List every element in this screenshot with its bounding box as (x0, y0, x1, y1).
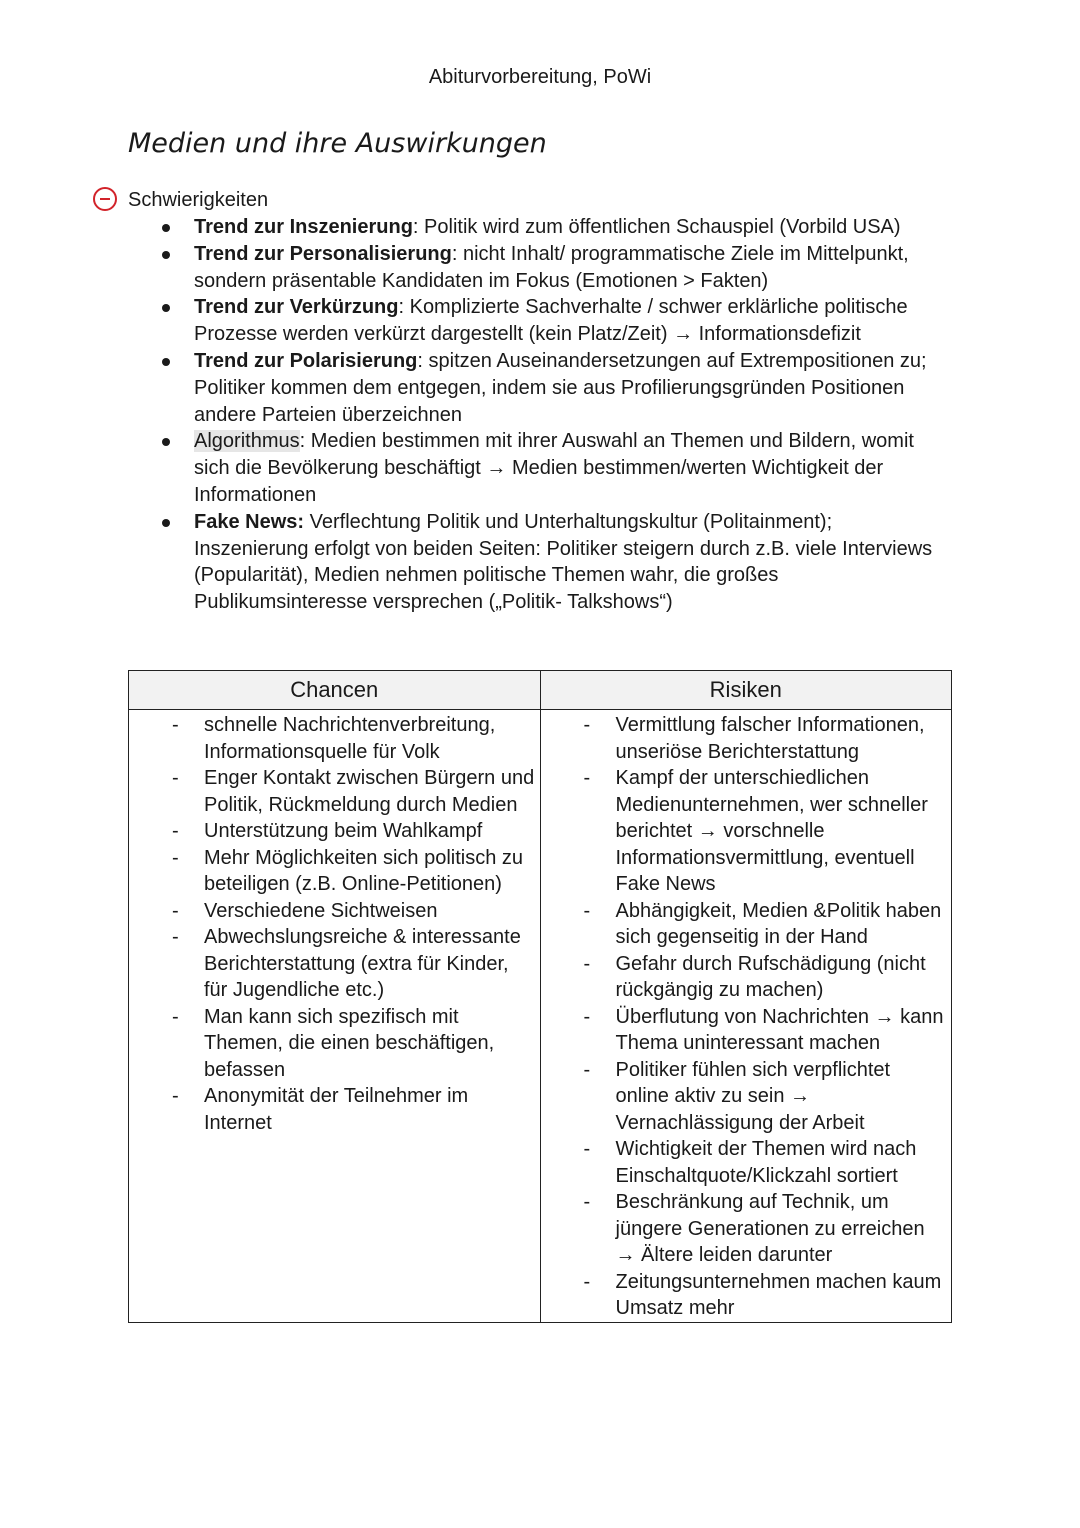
bullet-text: : nicht Inhalt/ programmatische Ziele im Mittelpunkt, sondern präsentable Kandidaten im Fokus (Emotionen > Fakten) (194, 242, 909, 292)
list-item: - Wichtigkeit der Themen wird nach Einschaltquote/Klickzahl sortiert (541, 1136, 952, 1189)
list-item (155, 241, 945, 295)
risiken-list (541, 710, 952, 1322)
bullet-term: Trend zur Personalisierung (194, 242, 452, 265)
page-title: Medien und ihre Auswirkungen (128, 128, 547, 159)
bullet-term: Trend zur Verkürzung (194, 296, 399, 319)
list-item: - Unterstützung beim Wahlkampf (129, 818, 540, 845)
list-item: - Kampf der unterschiedlichen Medienunternehmen, wer schneller berichtet → vorschnelle Informationsvermittlung, eventuell Fake News (541, 765, 952, 898)
chancen-header: Chancen (129, 671, 541, 710)
list-item: - Anonymität der Teilnehmer im Internet (129, 1083, 540, 1136)
list-item: - Verschiedene Sichtweisen (129, 898, 540, 925)
list-item: - Zeitungsunternehmen machen kaum Umsatz mehr (541, 1269, 952, 1322)
list-item (155, 348, 945, 428)
risiken-cell (540, 710, 952, 1323)
list-item: - Mehr Möglichkeiten sich politisch zu beteiligen (z.B. Online-Petitionen) (129, 845, 540, 898)
bullet-text: : Komplizierte Sachverhalte / schwer erklärliche politische Prozesse werden verkürzt dargestellt (kein Platz/Zeit) → Informationsdefizit (194, 296, 908, 346)
list-item (155, 214, 945, 241)
difficulties-list (155, 214, 945, 616)
list-item (155, 509, 945, 616)
list-item: - Überflutung von Nachrichten → kann Thema uninteressant machen (541, 1004, 952, 1057)
list-item: - Abhängigkeit, Medien &Politik haben sich gegenseitig in der Hand (541, 898, 952, 951)
section-label: Schwierigkeiten (128, 189, 269, 211)
list-item: - Politiker fühlen sich verpflichtet online aktiv zu sein → Vernachlässigung der Arbeit (541, 1057, 952, 1137)
bullet-term: Trend zur Polarisierung (194, 349, 418, 372)
chancen-cell (129, 710, 541, 1323)
list-item: - Man kann sich spezifisch mit Themen, die einen beschäftigen, befassen (129, 1004, 540, 1084)
list-item (155, 428, 945, 508)
bullet-text: Verflechtung Politik und Unterhaltungskultur (Politainment); Inszenierung erfolgt von beiden Seiten: Politiker steigern durch z.B. viele Interviews (Popularität), Medien nehmen politische Themen wahr, die großes Publikumsinteresse versprechen („Politik- Talkshows“) (194, 510, 933, 614)
bullet-term: Trend zur Inszenierung (194, 216, 413, 238)
page-header: Abiturvorbereitung, PoWi (428, 66, 652, 88)
list-item: - Beschränkung auf Technik, um jüngere Generationen zu erreichen → Ältere leiden darunter (541, 1189, 952, 1269)
list-item: - Abwechslungsreiche & interessante Berichterstattung (extra für Kinder, für Jugendliche etc.) (129, 924, 540, 1004)
bullet-text: : Politik wird zum öffentlichen Schauspiel (Vorbild USA) (412, 216, 901, 238)
risiken-header: Risiken (540, 671, 952, 710)
bullet-term-highlighted: Algorithmus (194, 430, 300, 453)
list-item: - schnelle Nachrichtenverbreitung, Informationsquelle für Volk (129, 712, 540, 765)
list-item: - Enger Kontakt zwischen Bürgern und Politik, Rückmeldung durch Medien (129, 765, 540, 818)
bullet-text: : Medien bestimmen mit ihrer Auswahl an Themen und Bildern, womit sich die Bevölkerung beschäftigt → Medien bestimmen/werten Wichtigkeit der Informationen (194, 430, 914, 506)
list-item: - Gefahr durch Rufschädigung (nicht rückgängig zu machen) (541, 951, 952, 1004)
minus-circle-icon (93, 187, 117, 211)
chancen-list (129, 710, 540, 1136)
bullet-term: Fake News: (194, 510, 305, 533)
list-item (155, 294, 945, 348)
list-item: - Vermittlung falscher Informationen, unseriöse Berichterstattung (541, 712, 952, 765)
bullet-text: : spitzen Auseinandersetzungen auf Extrempositionen zu; Politiker kommen dem entgegen, indem sie aus Profilierungsgründen Positionen andere Parteien überzeichnen (194, 349, 927, 426)
chances-risks-table (128, 670, 952, 1323)
